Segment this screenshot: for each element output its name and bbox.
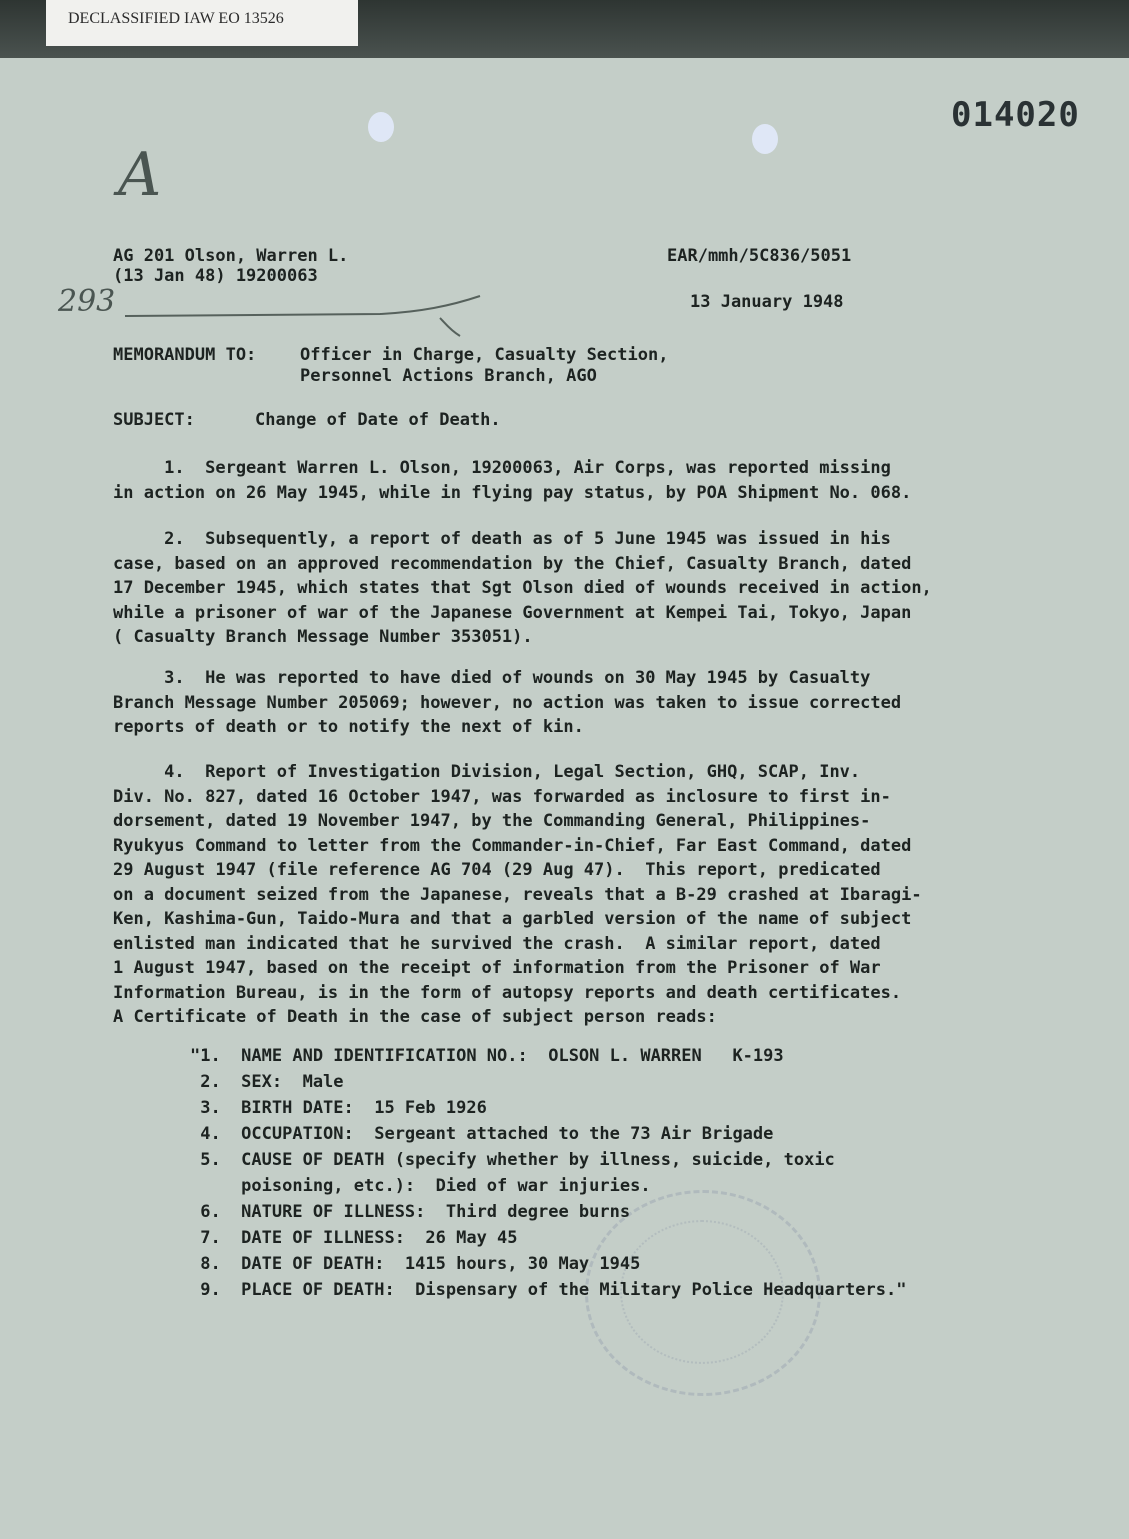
subject-label: SUBJECT: xyxy=(113,410,195,430)
certificate-item: 3. BIRTH DATE: 15 Feb 1926 xyxy=(190,1098,487,1118)
paragraph-1 xyxy=(113,456,1043,505)
text-line: 4. Report of Investigation Division, Legal Section, GHQ, SCAP, Inv. xyxy=(113,762,861,782)
punch-hole-right-icon xyxy=(752,124,778,154)
office-reference: EAR/mmh/5C836/5051 xyxy=(667,246,852,266)
text-line: A Certificate of Death in the case of subject person reads: xyxy=(113,1007,717,1027)
document-number: 014020 xyxy=(951,95,1080,135)
text-line: enlisted man indicated that he survived the crash. A similar report, dated xyxy=(113,933,881,954)
file-reference-line1: AG 201 Olson, Warren L. xyxy=(113,246,349,266)
text-line: reports of death or to notify the next of kin. xyxy=(113,717,584,737)
certificate-item: 4. OCCUPATION: Sergeant attached to the 73 Air Brigade xyxy=(190,1124,774,1144)
certificate-item: 9. PLACE OF DEATH: Dispensary of the Military Police Headquarters." xyxy=(190,1280,907,1300)
paragraph-2 xyxy=(113,527,1043,650)
memo-date: 13 January 1948 xyxy=(690,292,844,312)
certificate-item: 8. DATE OF DEATH: 1415 hours, 30 May 1945 xyxy=(190,1254,641,1274)
declassified-banner: DECLASSIFIED IAW EO 13526 xyxy=(46,0,358,46)
text-line: 1. Sergeant Warren L. Olson, 19200063, Air Corps, was reported missing xyxy=(113,458,891,478)
file-reference-line2: (13 Jan 48) 19200063 xyxy=(113,266,318,286)
memo-to-line2: Personnel Actions Branch, AGO xyxy=(300,366,597,386)
death-certificate-list xyxy=(190,1043,906,1303)
certificate-item: "1. NAME AND IDENTIFICATION NO.: OLSON L. WARREN K-193 xyxy=(190,1046,784,1066)
handwritten-number: 293 xyxy=(58,284,116,319)
text-line: 17 December 1945, which states that Sgt Olson died of wounds received in action, xyxy=(113,578,932,598)
text-line: 1 August 1947, based on the receipt of information from the Prisoner of War xyxy=(113,958,881,978)
memo-to-line1: Officer in Charge, Casualty Section, xyxy=(300,345,669,365)
text-line: Information Bureau, is in the form of autopsy reports and death certificates. xyxy=(113,982,902,1003)
text-line: 3. He was reported to have died of wounds on 30 May 1945 by Casualty xyxy=(113,668,871,688)
paragraph-4 xyxy=(113,760,1043,1030)
handwritten-initial: A xyxy=(118,140,162,210)
text-line: Div. No. 827, dated 16 October 1947, was forwarded as inclosure to first in- xyxy=(113,786,891,807)
handwritten-underline-icon xyxy=(120,288,500,338)
text-line: 2. Subsequently, a report of death as of 5 June 1945 was issued in his xyxy=(113,529,891,549)
text-line: Ryukyus Command to letter from the Commander-in-Chief, Far East Command, dated xyxy=(113,835,912,856)
text-line: dorsement, dated 19 November 1947, by the Commanding General, Philippines- xyxy=(113,811,871,831)
punch-hole-left-icon xyxy=(368,112,394,142)
text-line: Branch Message Number 205069; however, no action was taken to issue corrected xyxy=(113,692,902,713)
text-line: while a prisoner of war of the Japanese Government at Kempei Tai, Tokyo, Japan xyxy=(113,602,912,623)
certificate-item: 2. SEX: Male xyxy=(190,1072,344,1092)
text-line: case, based on an approved recommendation by the Chief, Casualty Branch, dated xyxy=(113,553,912,574)
certificate-item: poisoning, etc.): Died of war injuries. xyxy=(190,1176,651,1196)
certificate-item: 7. DATE OF ILLNESS: 26 May 45 xyxy=(190,1228,518,1248)
text-line: 29 August 1947 (file reference AG 704 (29 Aug 47). This report, predicated xyxy=(113,860,881,880)
text-line: in action on 26 May 1945, while in flying pay status, by POA Shipment No. 068. xyxy=(113,482,912,503)
certificate-item: 5. CAUSE OF DEATH (specify whether by illness, suicide, toxic xyxy=(190,1150,835,1170)
certificate-item: 6. NATURE OF ILLNESS: Third degree burns xyxy=(190,1202,631,1222)
memo-to-label: MEMORANDUM TO: xyxy=(113,345,257,365)
subject-text: Change of Date of Death. xyxy=(255,410,501,430)
paragraph-3 xyxy=(113,666,1043,740)
text-line: ( Casualty Branch Message Number 353051). xyxy=(113,627,533,647)
text-line: Ken, Kashima-Gun, Taido-Mura and that a garbled version of the name of subject xyxy=(113,909,912,929)
text-line: on a document seized from the Japanese, reveals that a B-29 crashed at Ibaragi- xyxy=(113,884,922,905)
